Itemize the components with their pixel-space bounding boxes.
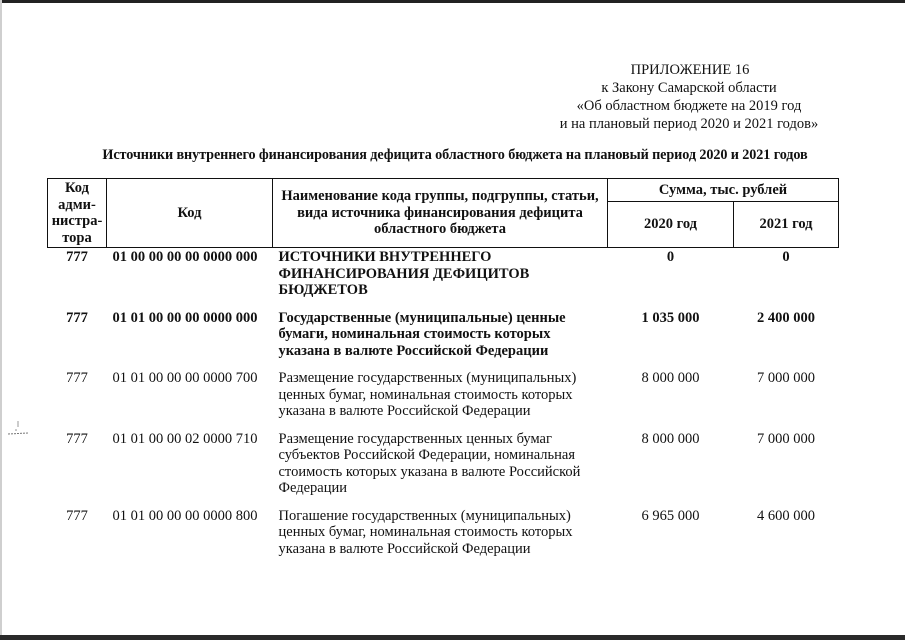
cell-2020: 1 035 000 — [641, 309, 700, 326]
document-title: Источники внутреннего финансирования дефицита областного бюджета на плановый период 2020 и 2021 годов — [102, 147, 808, 163]
header-admin-code: Код адми-нистра-тора — [48, 179, 107, 248]
table-row — [48, 508, 839, 569]
table-row — [48, 310, 839, 371]
table-body — [48, 248, 839, 569]
scan-left-edge — [0, 0, 2, 640]
header-year-2021: 2021 год — [734, 202, 839, 248]
cell-code: 01 01 00 00 00 0000 700 — [112, 370, 258, 386]
table-row — [48, 370, 839, 431]
appendix-law-title-2: и на плановый период 2020 и 2021 годов» — [559, 116, 819, 132]
cell-2021: 7 000 000 — [757, 370, 815, 386]
cell-admin: 777 — [66, 507, 88, 524]
appendix-number: ПРИЛОЖЕНИЕ 16 — [630, 62, 750, 78]
cell-code: 01 00 00 00 00 0000 000 — [112, 249, 258, 265]
cell-2021: 2 400 000 — [757, 309, 815, 326]
cell-name: Погашение государственных (муниципальных) ценных бумаг, номинальная стоимость которых указана в валюте Российской Федерации — [278, 507, 573, 557]
cell-code: 01 01 00 00 02 0000 710 — [112, 430, 258, 447]
appendix-law-ref: к Закону Самарской области — [601, 80, 777, 96]
financing-sources-table — [47, 178, 839, 568]
cell-2021: 4 600 000 — [757, 507, 815, 524]
cell-name: Государственные (муниципальные) ценные бумаги, номинальная стоимость которых указана в валюте Российской Федерации — [278, 309, 566, 359]
cell-2020: 6 965 000 — [641, 507, 700, 524]
cell-admin: 777 — [66, 309, 88, 326]
cell-2020: 8 000 000 — [641, 370, 700, 386]
cell-2020: 0 — [666, 249, 675, 265]
table-row — [48, 248, 839, 310]
header-name: Наименование кода группы, подгруппы, статьи, вида источника финансирования дефицита областного бюджета — [273, 179, 608, 248]
cell-name: ИСТОЧНИКИ ВНУТРЕННЕГО ФИНАНСИРОВАНИЯ ДЕФИЦИТОВ БЮДЖЕТОВ — [278, 249, 530, 298]
appendix-header — [530, 61, 848, 133]
cell-code: 01 01 00 00 00 0000 000 — [112, 309, 258, 326]
cell-2021: 0 — [782, 249, 790, 265]
appendix-law-title-1: «Об областном бюджете на 2019 год — [576, 98, 802, 114]
cell-2020: 8 000 000 — [641, 430, 700, 447]
cell-admin: 777 — [66, 249, 88, 265]
scan-top-edge — [0, 0, 905, 3]
header-sum: Сумма, тыс. рублей — [608, 179, 839, 202]
table-row — [48, 431, 839, 508]
header-code: Код — [107, 179, 273, 248]
cell-admin: 777 — [66, 370, 88, 386]
cell-admin: 777 — [66, 430, 88, 447]
cell-name: Размещение государственных (муниципальных) ценных бумаг, номинальная стоимость которых указана в валюте Российской Федерации — [278, 370, 577, 419]
cell-code: 01 01 00 00 00 0000 800 — [112, 507, 258, 524]
scan-artifact-mark — [6, 418, 32, 440]
cell-name: Размещение государственных ценных бумаг субъектов Российской Федерации, номинальная стоимость которых указана в валюте Российской Федерации — [278, 430, 581, 496]
header-year-2020: 2020 год — [608, 202, 734, 248]
scan-bottom-edge — [0, 635, 905, 640]
cell-2021: 7 000 000 — [757, 430, 815, 447]
table-header — [48, 179, 839, 248]
